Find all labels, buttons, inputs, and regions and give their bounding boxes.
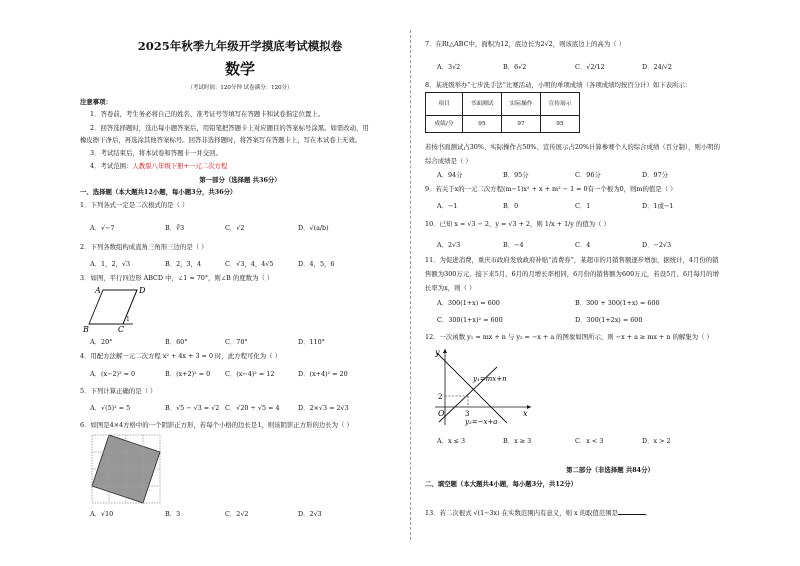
part2-heading: 第二部分（非选择题 共84分） bbox=[566, 466, 654, 474]
table-header-row bbox=[426, 93, 580, 116]
q9-option-d[interactable]: D．1或−1 bbox=[642, 202, 674, 210]
q7-option-d[interactable]: D．24/√2 bbox=[642, 63, 672, 71]
q10-option-a[interactable]: A．2√3 bbox=[437, 241, 461, 249]
question-3: 3．如图，平行四边形 ABCD 中，∠1 = 70°，则∠B 的度数为（ ） bbox=[80, 274, 274, 282]
q5-option-b[interactable]: B．√5 − √3 = √2 bbox=[165, 404, 220, 412]
q4-option-a[interactable]: A．(x−2)² = 0 bbox=[90, 370, 136, 378]
grid-square-figure bbox=[88, 431, 164, 507]
table-cell: 95 bbox=[541, 116, 580, 133]
question-1: 1．下列各式一定是二次根式的是（ ） bbox=[80, 201, 189, 209]
q7-option-c[interactable]: C．√2/12 bbox=[575, 63, 605, 71]
q10-option-b[interactable]: B．−4 bbox=[503, 241, 524, 249]
q5-option-c[interactable]: C．√20 ÷ √5 = 4 bbox=[225, 404, 280, 412]
question-13-text: 13．若二次根式 √(1−3x) 在实数范围内有意义，则 x 的取值范围是 bbox=[425, 509, 618, 517]
table-row bbox=[426, 116, 580, 133]
part1-heading: 第一部分（选择题 共36分） bbox=[199, 176, 281, 184]
q2-option-c[interactable]: C．√3，4，4√5 bbox=[225, 260, 274, 268]
graph-label-y: y bbox=[435, 348, 440, 357]
note-2-cont: 橡皮擦干净后，再选涂其他答案标号。回答非选择题时，将答案写在答题卡上，写在本试卷上无效。 bbox=[80, 136, 362, 144]
q7-option-b[interactable]: B．6√2 bbox=[503, 63, 527, 71]
score-table bbox=[425, 92, 580, 133]
note-2: 2．回答选择题时，选出每小题答案后，用铅笔把答题卡上对应题目的答案标号涂黑。如需改动，用 bbox=[90, 124, 369, 132]
q11-option-d[interactable]: D．300(1+2x) = 600 bbox=[575, 316, 643, 324]
q6-option-b[interactable]: B．3 bbox=[165, 510, 181, 518]
q2-option-b[interactable]: B．2，3，4 bbox=[165, 260, 202, 268]
q1-option-b[interactable]: B．∛3 bbox=[165, 224, 185, 232]
q1-option-c[interactable]: C．√2 bbox=[225, 224, 245, 232]
q9-option-c[interactable]: C．1 bbox=[575, 202, 591, 210]
graph-label-2: 2 bbox=[438, 393, 443, 401]
graph-label-y2: y₂=−x+a bbox=[465, 418, 498, 426]
exam-subject: 数学 bbox=[224, 60, 255, 78]
q4-option-b[interactable]: B．(x+2)² = 0 bbox=[165, 370, 211, 378]
question-9: 9．若关于x的一元二次方程(m−1)x² + x + m² − 1 = 0有一个根为0，则m的值是（ ） bbox=[425, 185, 677, 193]
q6-option-c[interactable]: C．2√2 bbox=[225, 510, 249, 518]
table-header: 宣传展示 bbox=[541, 93, 580, 116]
q11-option-c[interactable]: C．300(1+x)² = 600 bbox=[437, 316, 503, 324]
q8-option-a[interactable]: A．94分 bbox=[437, 171, 463, 179]
q3-option-a[interactable]: A．20° bbox=[90, 338, 113, 346]
graph-label-y1: y₁=mx+n bbox=[473, 375, 507, 383]
question-13 bbox=[425, 508, 652, 517]
column-divider bbox=[410, 30, 411, 540]
q4-option-c[interactable]: C．(x−4)² = 12 bbox=[225, 370, 275, 378]
fig3-label-angle: 1 bbox=[126, 316, 130, 323]
q3-option-d[interactable]: D．110° bbox=[298, 338, 325, 346]
section1-heading: 一、选择题（本大题共12小题，每小题3分，共36分） bbox=[80, 188, 237, 196]
question-8: 8．某班级举办“七步洗手法”比赛活动，小明的单项成绩（各项成绩均按百分计）如下表所示： bbox=[425, 81, 692, 89]
table-header: 项目 bbox=[426, 93, 463, 116]
note-3: 3．考试结束后，将本试卷和答题卡一并交回。 bbox=[90, 149, 222, 157]
q9-option-b[interactable]: B．0 bbox=[503, 202, 519, 210]
q11-option-a[interactable]: A．300(1+x) = 600 bbox=[437, 299, 500, 307]
exam-meta: （考试时间：120分钟 试卷满分：120分） bbox=[187, 85, 293, 91]
q6-option-d[interactable]: D．2√3 bbox=[298, 510, 322, 518]
fig3-label-d: D bbox=[139, 286, 146, 295]
q3-option-b[interactable]: B．60° bbox=[165, 338, 188, 346]
table-cell: 成绩/分 bbox=[426, 116, 463, 133]
note-4-label: 4．考试范围： bbox=[90, 162, 133, 170]
fig3-label-b: B bbox=[83, 325, 89, 334]
q10-option-d[interactable]: D．−2√3 bbox=[642, 241, 672, 249]
question-4: 4．用配方法解一元二次方程 x² + 4x + 3 = 0 时，此方程可化为（ ） bbox=[80, 352, 281, 360]
table-header: 书面测试 bbox=[463, 93, 502, 116]
exam-title: 2025年秋季九年级开学摸底考试模拟卷 bbox=[137, 39, 343, 53]
table-header: 实际操作 bbox=[502, 93, 541, 116]
notes-heading: 注意事项： bbox=[80, 98, 112, 106]
question-12: 12．一次函数 y₁ = mx + n 与 y₂ = −x + a 的图象如图所示，则 −x + a ≥ mx + n 的解集为（ ） bbox=[425, 333, 713, 341]
q12-option-b[interactable]: B．x ≥ 3 bbox=[503, 437, 532, 445]
question-11-line2: 售额为300万元，接下来5月、6月的月增长率相同，6月份的销售额为600万元，若设5月、6月每月的增 bbox=[425, 270, 719, 278]
question-8-text-end: 综合成绩是（ ） bbox=[425, 157, 472, 165]
fig3-label-a: A bbox=[95, 286, 101, 295]
q6-option-a[interactable]: A．√10 bbox=[90, 510, 114, 518]
question-13-end: ． bbox=[646, 509, 653, 517]
question-5: 5．下列计算正确的是（ ） bbox=[80, 387, 157, 395]
table-cell: 97 bbox=[502, 116, 541, 133]
q5-option-d[interactable]: D．2×√3 = 2√3 bbox=[298, 404, 349, 412]
note-1: 1．答卷前，考生务必将自己的姓名、准考证号等填写在答题卡和试卷指定位置上。 bbox=[90, 110, 325, 118]
answer-blank[interactable] bbox=[618, 508, 646, 515]
section2-heading: 二、填空题（本大题共4小题，每小题3分，共12分） bbox=[425, 480, 577, 488]
parallelogram-figure bbox=[85, 284, 145, 334]
exam-scope: 人教版八年级下册+一元二次方程 bbox=[132, 162, 228, 170]
q12-option-c[interactable]: C．x < 3 bbox=[575, 437, 604, 445]
q12-option-a[interactable]: A．x ≤ 3 bbox=[437, 437, 466, 445]
graph-label-origin: O bbox=[438, 409, 445, 418]
question-11-line3: 长率为x，则（ ） bbox=[425, 284, 476, 292]
q8-option-b[interactable]: B．95分 bbox=[503, 171, 529, 179]
q2-option-d[interactable]: D．4，5，6 bbox=[298, 260, 335, 268]
q9-option-a[interactable]: A．−1 bbox=[437, 202, 458, 210]
q3-option-c[interactable]: C．70° bbox=[225, 338, 248, 346]
q8-option-c[interactable]: C．96分 bbox=[575, 171, 601, 179]
question-2: 2．下列各数组构成直角三角形三边的是（ ） bbox=[80, 243, 208, 251]
graph-label-x: x bbox=[523, 409, 528, 418]
q4-option-d[interactable]: D．(x+4)² = 20 bbox=[298, 370, 348, 378]
note-4 bbox=[90, 162, 227, 170]
question-7: 7．在Rt△ABC中，面积为12，底边长为2√2，则该底边上的高为（ ） bbox=[425, 40, 626, 48]
table-cell: 95 bbox=[463, 116, 502, 133]
q8-option-d[interactable]: D．97分 bbox=[642, 171, 669, 179]
graph-label-3: 3 bbox=[465, 410, 470, 418]
q1-option-a[interactable]: A．√−7 bbox=[90, 224, 115, 232]
question-11: 11．为促进消费，重庆市政府发放政府补贴“消费券”，某超市的月销售额逐步增加，据统计，4月份的销 bbox=[425, 256, 719, 264]
q7-option-a[interactable]: A．3√2 bbox=[437, 63, 461, 71]
q10-option-c[interactable]: C．4 bbox=[575, 241, 591, 249]
right-column bbox=[425, 0, 795, 566]
q1-option-d[interactable]: D．√(a/b) bbox=[298, 224, 329, 232]
q11-option-b[interactable]: B．300 + 300(1+x) = 600 bbox=[575, 299, 660, 307]
linear-functions-graph bbox=[431, 345, 541, 427]
question-10: 10．已知 x = √3 − 2，y = √3 + 2，则 1/x + 1/y 的值为（ ） bbox=[425, 220, 610, 228]
question-8-text: 若按书面测试占30%、实际操作占50%、宣传展示占20%计算参赛个人的综合成绩（百分制），则小明的 bbox=[425, 143, 721, 151]
q2-option-a[interactable]: A．1，2，√3 bbox=[90, 260, 131, 268]
q12-option-d[interactable]: D．x > 2 bbox=[642, 437, 671, 445]
question-6: 6．如图是4×4方格中的一个阴影正方形，若每个小格的边长是1，则该阴影正方形的边长为（ ） bbox=[80, 421, 353, 429]
left-column bbox=[80, 0, 400, 566]
q5-option-a[interactable]: A．√(5)² = 5 bbox=[90, 404, 131, 412]
fig3-label-c: C bbox=[118, 325, 125, 334]
